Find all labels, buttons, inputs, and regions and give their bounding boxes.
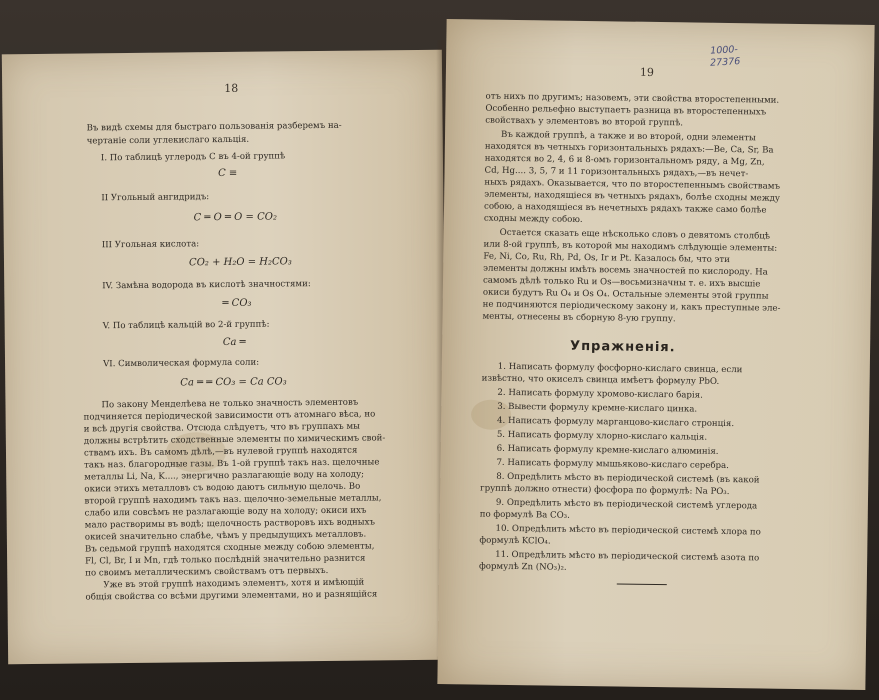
body-line: свойствахъ у элементовъ во второй группѣ. (485, 115, 684, 129)
left-page (2, 50, 448, 665)
body-line: по своимъ металлическимъ свойствамъ отъ первыхъ. (85, 565, 329, 579)
body-line: Fe, Ni, Co, Ru, Rh, Pd, Os, Ir и Pt. Казалось бы, что эти (483, 251, 730, 266)
step-formula: C ≡ (218, 167, 238, 180)
exercise-line: формулѣ Zn (NO₃)₂. (478, 561, 567, 573)
exercise-line: 11. Опредѣлить мѣсто въ періодической системѣ азота по (495, 549, 760, 564)
body-line: окисей значительно слабѣе, чѣмъ у предыдущихъ металловъ. (84, 529, 367, 543)
body-line: сходны между собою. (483, 213, 583, 225)
body-line: самомъ дѣлѣ только Ru и Os—восьмизначны т. е. ихъ высшіе (482, 275, 761, 290)
exercise-line: 6. Написать формулу кремне-кислаго алюминія. (496, 443, 719, 457)
exercise-line: 8. Опредѣлить мѣсто въ періодической системѣ (въ какой (496, 471, 760, 486)
body-line: мало растворимы въ водѣ; щелочность растворовъ ихъ водныхъ (84, 517, 375, 531)
body-line: или 8-ой группѣ, въ которой мы находимъ слѣдующіе элементы: (483, 239, 778, 254)
body-line: отъ нихъ по другимъ; назовемъ, эти свойства второстепенными. (485, 91, 780, 106)
body-line: Cd, Hg.... 3, 5, 7 и 11 горизонтальныхъ рядахъ,—въ нечет- (484, 165, 749, 180)
body-line: второй группѣ находимъ такъ наз. щелочно-земельные металлы, (84, 493, 382, 507)
step-label: II Угольный ангидридъ: (101, 192, 210, 204)
body-line: Остается сказать еще нѣсколько словъ о девятомъ столбцѣ (499, 227, 771, 242)
body-line: подчиняется періодической зависимости отъ атомнаго вѣса, но (83, 409, 376, 423)
body-line: находятся въ четныхъ горизонтальныхъ рядахъ:—Be, Ca, Sr, Ba (484, 141, 774, 156)
intro-line: чертаніе соли углекислаго кальція. (86, 134, 250, 147)
exercise-line: 2. Написать формулу хромово-кислаго барія. (497, 387, 703, 401)
body-line: такъ наз. благородные газы. Въ 1-ой группѣ такъ наз. щелочные (84, 457, 380, 471)
body-line: Fl, Cl, Br, I и Mn, гдѣ только послѣдній значительно разнится (85, 553, 366, 567)
body-line: Уже въ этой группѣ находимъ элементъ, хотя и имѣющій (103, 577, 365, 591)
exercise-line: 3. Вывести формулу кремне-кислаго цинка. (497, 401, 698, 415)
exercise-line: 7. Написать формулу мышьяково-кислаго серебра. (496, 457, 730, 472)
intro-line: Въ видѣ схемы для быстраго пользованія разберемъ на- (86, 120, 342, 134)
step-formula: Ca ═ (222, 336, 246, 349)
page-number: 19 (639, 65, 655, 79)
body-line: Особенно рельефно выступаетъ разница въ второстепенныхъ (485, 103, 767, 118)
body-line: и всѣ другія свойства. Отсюда слѣдуетъ, что въ группахъ мы (83, 421, 361, 435)
handwritten-note: 27376 (709, 56, 741, 69)
step-formula: ═ CO₃ (222, 297, 252, 310)
body-line: слабо или совсѣмъ не разлагающіе воду на холоду; окиси ихъ (84, 505, 367, 519)
body-line: находятся во 2, 4, 6 и 8-омъ горизонтальномъ ряду, а Mg, Zn, (484, 153, 765, 168)
step-label: V. По таблицѣ кальцій во 2-й группѣ: (102, 319, 270, 332)
step-label: III Угольная кислота: (101, 239, 200, 251)
step-formula: CO₂ + H₂O = H₂CO₃ (188, 256, 292, 269)
right-page (437, 19, 874, 690)
body-line: окиси этихъ металловъ съ водою даютъ сильную щелочь. Во (84, 481, 361, 495)
exercise-line: извѣстно, что окиселъ свинца имѣетъ формулу PbO. (481, 373, 720, 387)
body-line: ныхъ рядахъ. Оказывается, что по второстепеннымъ свойствамъ (484, 177, 781, 192)
body-line: не подчиняются періодическому закону и, какъ преступные эле- (482, 299, 781, 314)
body-line: окиси будутъ Ru O₄ и Os O₄. Остальные элементы этой группы (482, 287, 769, 302)
step-label: VI. Символическая формула соли: (103, 357, 260, 370)
step-formula: C ═ O ═ O = CO₂ (193, 211, 278, 224)
exercise-line: формулѣ KClO₄. (479, 535, 551, 547)
page-number: 18 (224, 81, 239, 95)
exercise-line: 1. Написать формулу фосфорно-кислаго свинца, если (497, 361, 743, 376)
body-line: Въ каждой группѣ, а также и во второй, одни элементы (500, 129, 756, 144)
handwritten-note: 1000- (709, 44, 739, 57)
body-line: Въ седьмой группѣ находятся сходные между собою элементы, (84, 541, 375, 555)
body-line: элементы, находящіеся въ четныхъ рядахъ, болѣе сходны между (484, 189, 781, 204)
exercise-line: группѣ должно отнести) фосфора по формулѣ: Na PO₃. (480, 483, 730, 498)
end-rule (617, 583, 667, 585)
step-label: I. По таблицѣ углеродъ C въ 4-ой группѣ (100, 151, 286, 164)
step-formula: Ca ═ ═ CO₃ = Ca CO₃ (180, 376, 287, 389)
body-line: общія свойства со всѣми другими элементами, но и разнящійся (85, 589, 378, 603)
exercise-line: 10. Опредѣлить мѣсто въ періодической системѣ хлора по (495, 523, 761, 538)
body-line: менты, отнесены въ сборную 8-ую группу. (482, 311, 676, 325)
exercise-line: по формулѣ Ba CO₃. (479, 509, 570, 521)
body-line: собою, а находящіеся въ нечетныхъ рядахъ также само болѣе (483, 201, 767, 216)
exercise-line: 5. Написать формулу хлорно-кислаго кальція. (496, 429, 708, 443)
exercise-line: 4. Написать формулу марганцово-кислаго стронція. (496, 415, 735, 430)
exercise-line: 9. Опредѣлить мѣсто въ періодической системѣ углерода (495, 497, 758, 512)
body-line: должны встрѣтить сходственные элементы по химическимъ свой- (83, 433, 386, 447)
body-line: ствамъ ихъ. Въ самомъ дѣлѣ,—въ нулевой группѣ находятся (83, 445, 358, 459)
exercises-heading: Упражненія. (570, 338, 676, 356)
body-line: металлы Li, Na, K...., энергично разлагающіе воду на холоду; (84, 469, 365, 483)
body-line: элементы должны имѣть восемь значностей по кислороду. На (483, 263, 768, 278)
step-label: IV. Замѣна водорода въ кислотѣ значностями: (102, 279, 311, 292)
body-line: По закону Менделѣева не только значность элементовъ (101, 397, 359, 411)
